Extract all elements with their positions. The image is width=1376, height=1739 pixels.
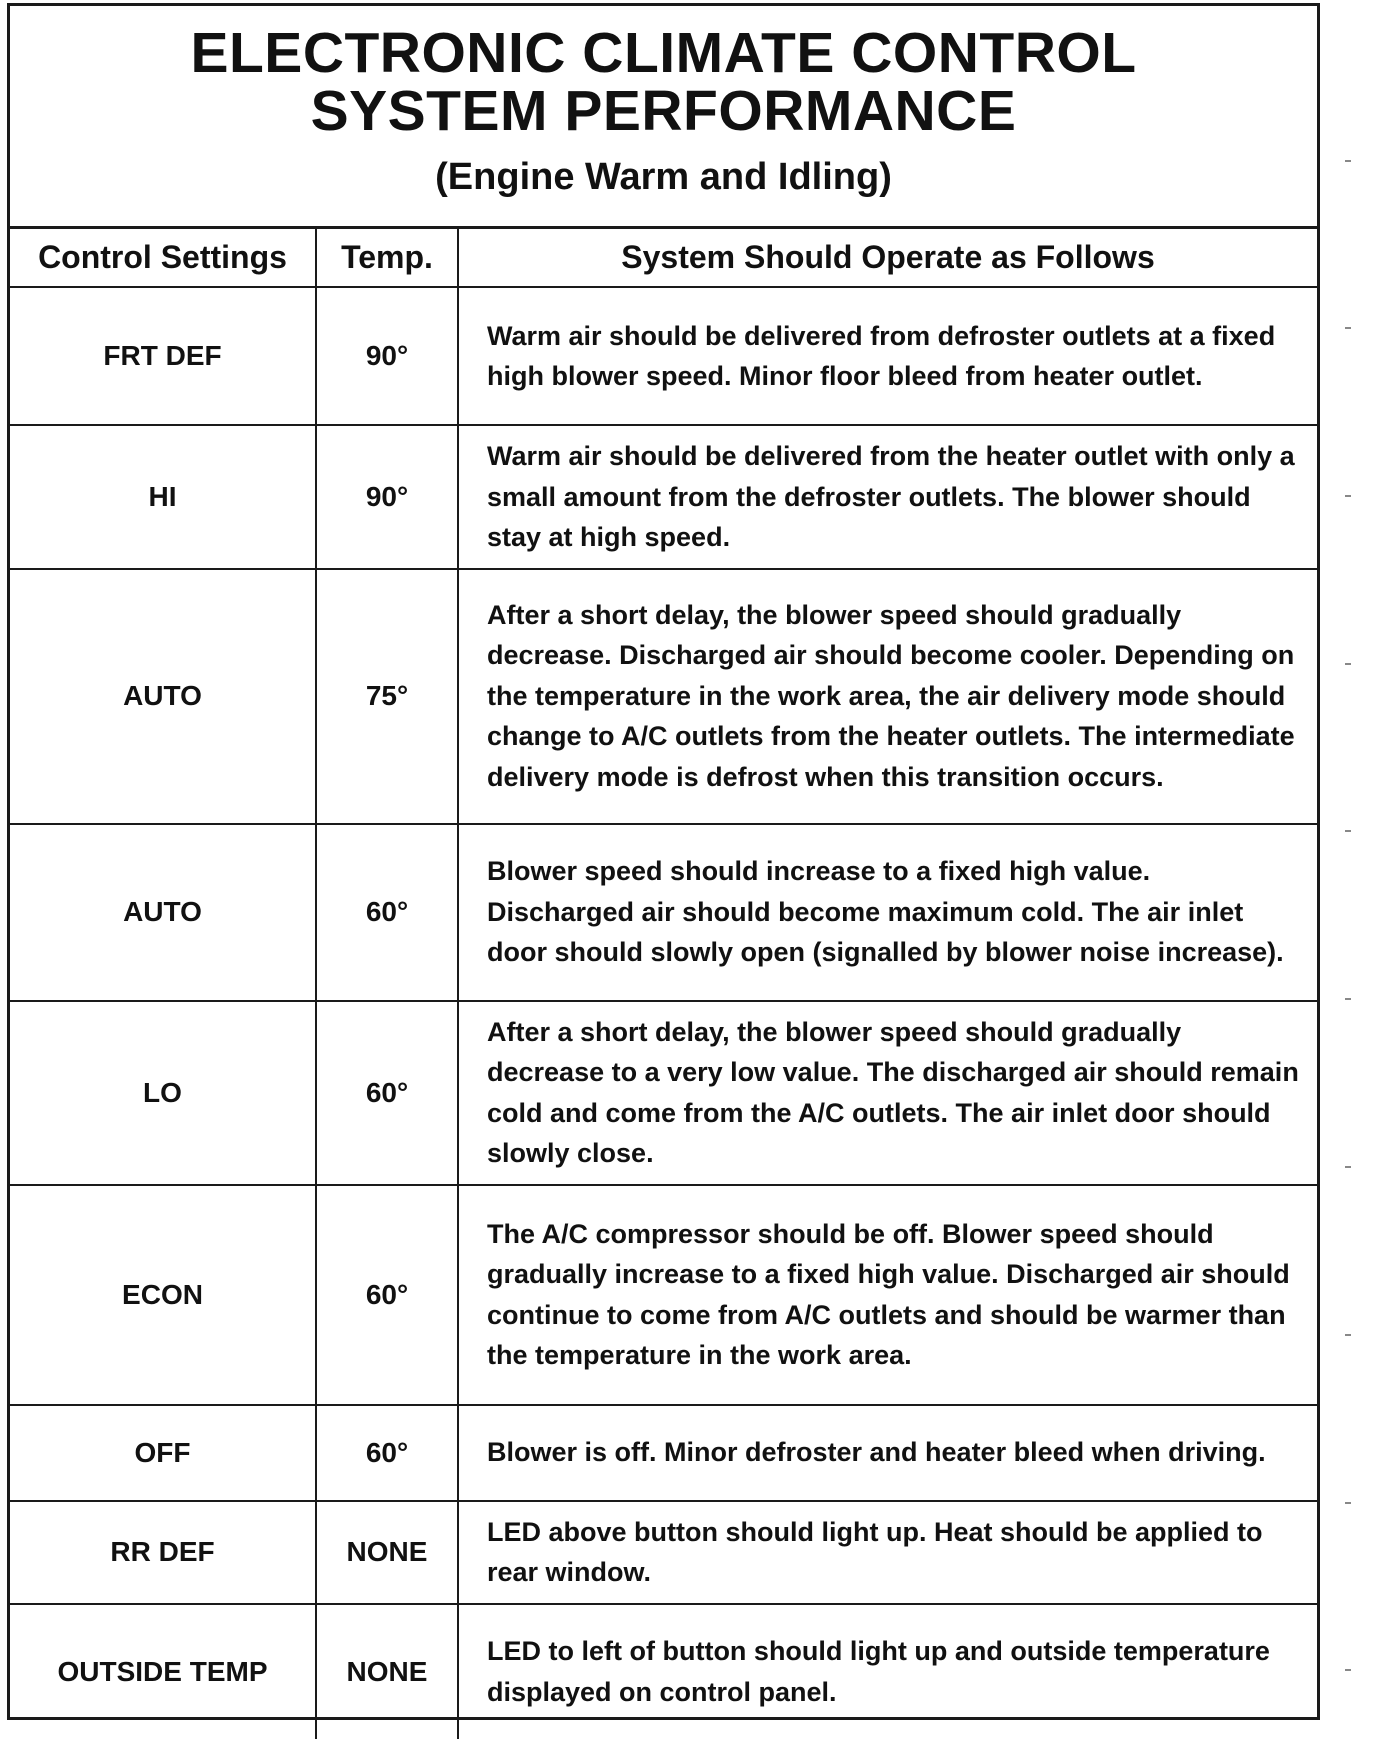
description-cell: After a short delay, the blower speed should gradually decrease to a very low value. The discharged air should remain cold and come from the A/C outlets. The air inlet door should slowly close. <box>458 1001 1317 1185</box>
performance-table <box>10 229 1317 1739</box>
setting-cell: AUTO <box>10 569 316 824</box>
margin-tick <box>1345 327 1351 329</box>
margin-tick <box>1345 1334 1351 1336</box>
margin-tick <box>1345 830 1351 832</box>
table-row <box>10 1604 1317 1739</box>
header-temp: Temp. <box>316 229 458 287</box>
performance-chart-sheet <box>7 3 1320 1720</box>
description-cell: Blower speed should increase to a fixed high value. Discharged air should become maximum cold. The air inlet door should slowly open (signalled by blower noise increase). <box>458 824 1317 1001</box>
setting-cell: FRT DEF <box>10 287 316 425</box>
description-cell: LED above button should light up. Heat should be applied to rear window. <box>458 1501 1317 1604</box>
description-cell: Warm air should be delivered from defroster outlets at a fixed high blower speed. Minor floor bleed from heater outlet. <box>458 287 1317 425</box>
margin-tick <box>1345 663 1351 665</box>
temp-cell: 60° <box>316 1405 458 1501</box>
table-row <box>10 1185 1317 1405</box>
temp-cell: NONE <box>316 1604 458 1739</box>
table-row <box>10 1501 1317 1604</box>
temp-cell: 90° <box>316 287 458 425</box>
description-cell: Warm air should be delivered from the heater outlet with only a small amount from the defroster outlets. The blower should stay at high speed. <box>458 425 1317 569</box>
table-row <box>10 287 1317 425</box>
header-operation: System Should Operate as Follows <box>458 229 1317 287</box>
table-row <box>10 569 1317 824</box>
table-row <box>10 425 1317 569</box>
margin-tick <box>1345 1502 1351 1504</box>
margin-tick <box>1345 998 1351 1000</box>
setting-cell: LO <box>10 1001 316 1185</box>
table-row <box>10 824 1317 1001</box>
header-row <box>10 229 1317 287</box>
description-cell: LED to left of button should light up and outside temperature displayed on control panel. <box>487 1636 1270 1707</box>
subtitle: (Engine Warm and Idling) <box>435 156 892 198</box>
table-row <box>10 1405 1317 1501</box>
setting-cell: HI <box>10 425 316 569</box>
temp-cell: 75° <box>316 569 458 824</box>
setting-cell: RR DEF <box>10 1501 316 1604</box>
temp-cell: 90° <box>316 425 458 569</box>
margin-tick <box>1345 160 1351 162</box>
description-cell: The A/C compressor should be off. Blower speed should gradually increase to a fixed high value. Discharged air should continue to come from A/C outlets and should be warmer than the temperature in the work area. <box>458 1185 1317 1405</box>
temp-cell: 60° <box>316 1001 458 1185</box>
title-line-2: SYSTEM PERFORMANCE <box>310 79 1017 143</box>
title-line-1: ELECTRONIC CLIMATE CONTROL <box>190 21 1137 85</box>
table-row <box>10 1001 1317 1185</box>
description-cell: After a short delay, the blower speed should gradually decrease. Discharged air should become cooler. Depending on the temperature in the work area, the air delivery mode should change to A/C outlets from the heater outlets. The intermediate delivery mode is defrost when this transition occurs. <box>458 569 1317 824</box>
title-block <box>10 6 1317 229</box>
margin-tick <box>1345 495 1351 497</box>
temp-cell: 60° <box>316 824 458 1001</box>
header-control-settings: Control Settings <box>10 229 316 287</box>
setting-cell: AUTO <box>10 824 316 1001</box>
temp-cell: 60° <box>316 1185 458 1405</box>
setting-cell: OUTSIDE TEMP <box>10 1604 316 1739</box>
setting-cell: ECON <box>10 1185 316 1405</box>
margin-tick <box>1345 1669 1351 1671</box>
margin-tick <box>1345 1166 1351 1168</box>
setting-cell: OFF <box>10 1405 316 1501</box>
temp-cell: NONE <box>316 1501 458 1604</box>
description-cell: Blower is off. Minor defroster and heater bleed when driving. <box>458 1405 1317 1501</box>
